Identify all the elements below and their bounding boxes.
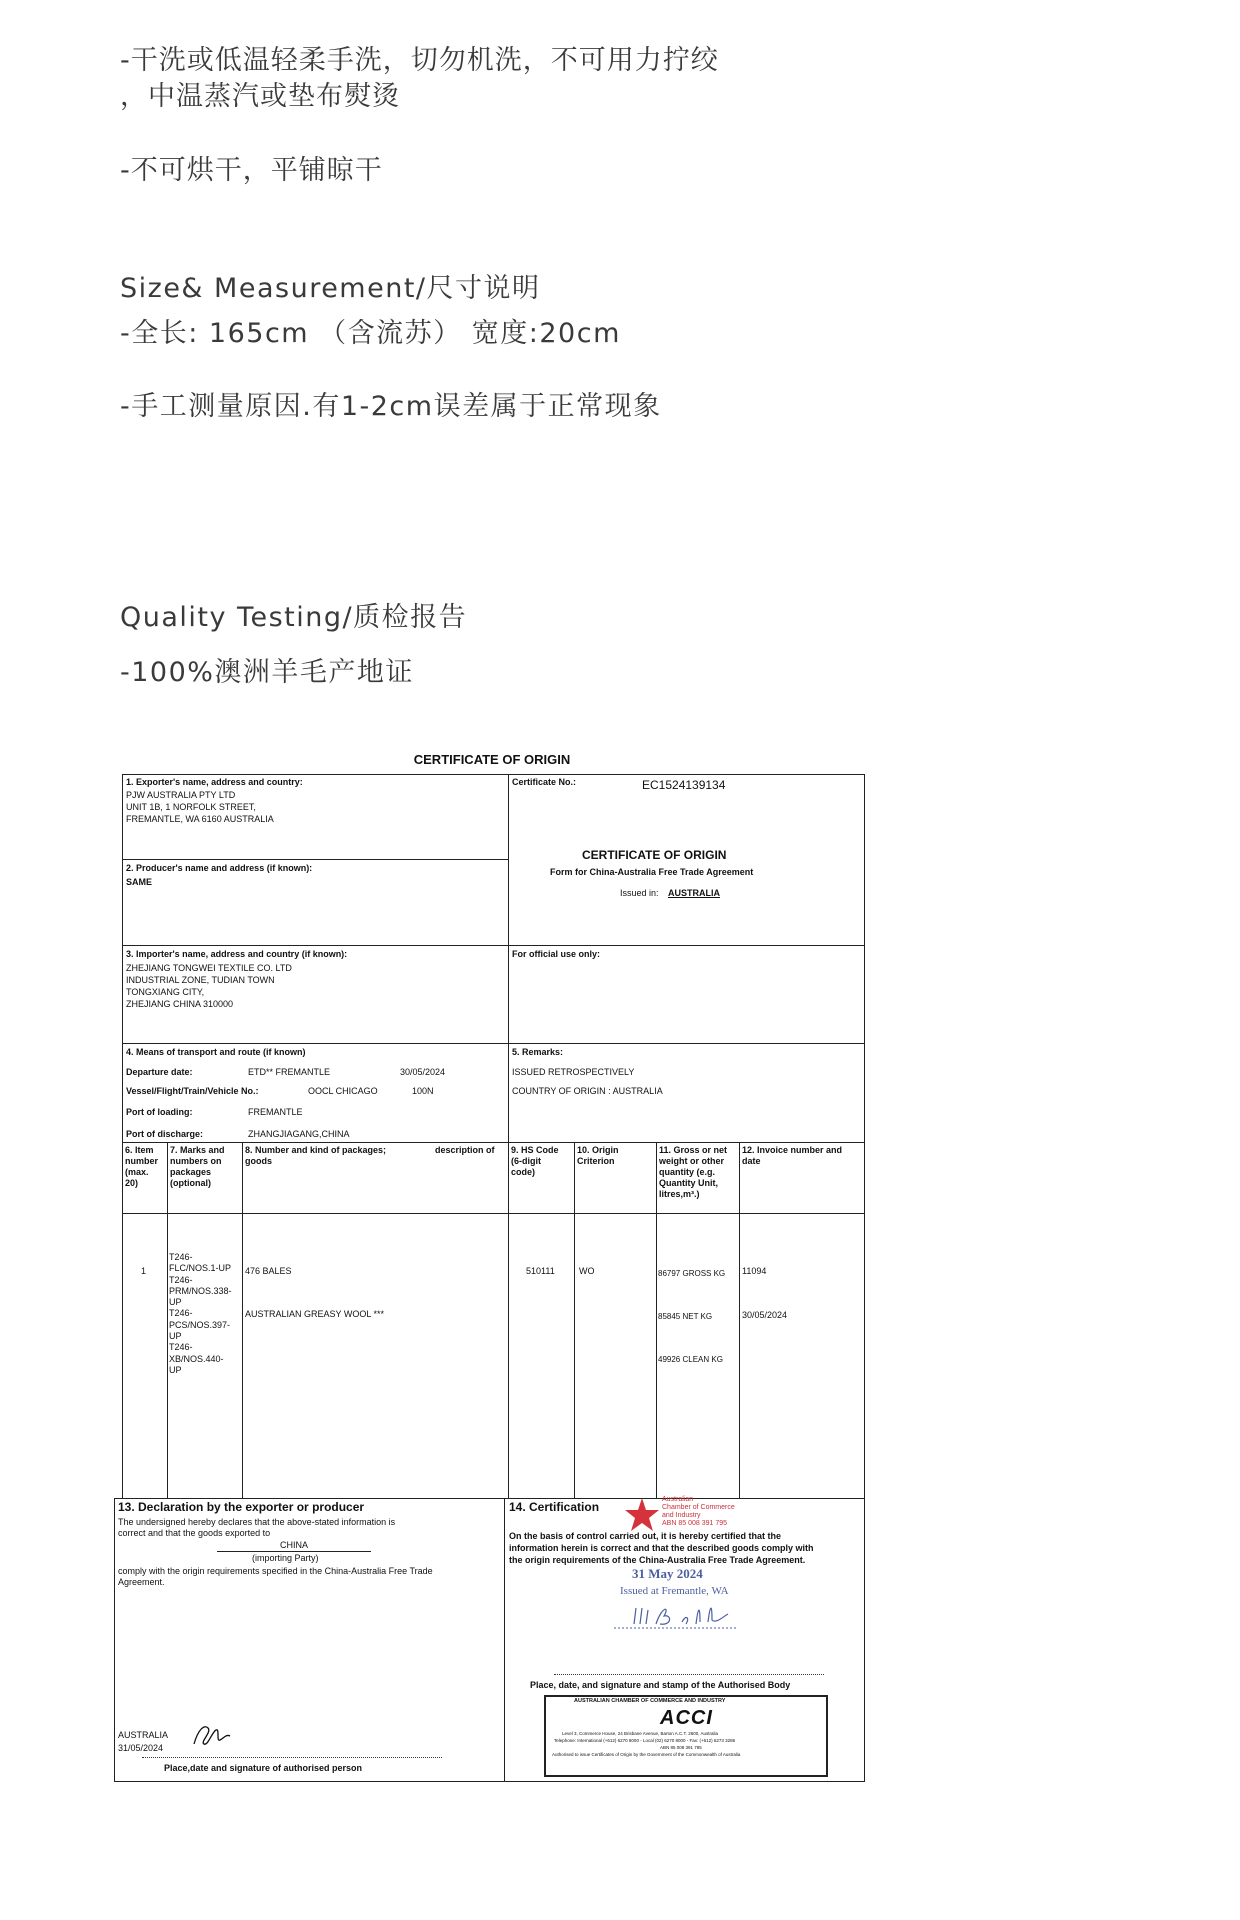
acci-line-3: ABN 85 008 391 795	[660, 1745, 702, 1750]
col11-h4: Quantity Unit,	[659, 1178, 718, 1188]
vessel-code: 100N	[412, 1086, 434, 1096]
issued-at: Issued at Fremantle, WA	[620, 1585, 729, 1597]
box5-label: 5. Remarks:	[512, 1047, 564, 1057]
care-instruction-2: ，中温蒸汽或垫布熨烫	[120, 81, 400, 112]
col11-h2: weight or other	[659, 1156, 724, 1166]
col11-h3: quantity (e.g.	[659, 1167, 715, 1177]
declaration-line-2: correct and that the goods exported to	[118, 1528, 271, 1538]
center-subtitle: Form for China-Australia Free Trade Agreement	[550, 867, 754, 877]
col9-h1: 9. HS Code	[511, 1145, 559, 1155]
size-heading: Size& Measurement/尺寸说明	[120, 273, 541, 304]
declaration-line-4: Agreement.	[118, 1577, 165, 1587]
loading-value: FREMANTLE	[248, 1107, 303, 1117]
certifier-signature-icon	[612, 1598, 740, 1632]
origin-criterion: WO	[579, 1266, 595, 1276]
producer: SAME	[126, 877, 153, 887]
certificate-frame-top	[122, 774, 865, 1499]
col7-h4: (optional)	[170, 1178, 211, 1188]
departure-date: 30/05/2024	[400, 1067, 446, 1077]
col10-h1: 10. Origin	[577, 1145, 619, 1155]
remark-1: ISSUED RETROSPECTIVELY	[512, 1067, 635, 1077]
loading-label: Port of loading:	[126, 1107, 193, 1117]
vessel-label: Vessel/Flight/Train/Vehicle No.:	[126, 1086, 259, 1096]
declaration-line-3: comply with the origin requirements specified in the China-Australia Free Trade	[118, 1566, 433, 1576]
certification-date: 31 May 2024	[632, 1566, 703, 1581]
issued-in-label: Issued in:	[620, 888, 659, 898]
exporter-line-3: FREMANTLE, WA 6160 AUSTRALIA	[126, 814, 274, 824]
size-length: -全长: 165cm （含流苏） 宽度:20cm	[120, 318, 621, 349]
care-instruction-1: -干洗或低温轻柔手洗，切勿机洗，不可用力拧绞	[120, 45, 719, 76]
hs-code: 510111	[526, 1266, 555, 1276]
discharge-value: ZHANGJIAGANG,CHINA	[248, 1129, 350, 1139]
box3-label: 3. Importer's name, address and country (if known):	[126, 949, 348, 959]
exporter-signature-icon	[190, 1720, 232, 1750]
declaration-country: CHINA	[217, 1540, 371, 1552]
chamber-star-icon	[623, 1496, 661, 1534]
col6-h4: 20)	[125, 1178, 139, 1188]
col6-h3: (max.	[125, 1167, 149, 1177]
acci-line-4: Authorised to issue Certificates of Origin by the Government of the Commonwealth of Australia	[552, 1752, 741, 1757]
certificate-of-origin	[112, 752, 872, 1782]
quality-line: -100%澳洲羊毛产地证	[120, 657, 414, 688]
declaration-party: (importing Party)	[252, 1553, 319, 1563]
certification-footer: Place, date, and signature and stamp of the Authorised Body	[530, 1680, 791, 1690]
vessel-value: OOCL CHICAGO	[308, 1086, 378, 1096]
box14-label: 14. Certification	[509, 1500, 600, 1514]
col10-h2: Criterion	[577, 1156, 615, 1166]
col11-h1: 11. Gross or net	[659, 1145, 728, 1155]
cert-no-label: Certificate No.:	[512, 777, 577, 787]
col11-h5: litres,m³.)	[659, 1189, 700, 1199]
importer-line-2: INDUSTRIAL ZONE, TUDIAN TOWN	[126, 975, 275, 985]
quality-heading: Quality Testing/质检报告	[120, 602, 468, 633]
acci-line-2: Telephone: International (+612) 6270 8000 - Local (02) 6270 8000 - Fax: (+612) 6273 3286	[554, 1738, 736, 1743]
acci-line-1: Level 3, Commerce House, 24 Brisbane Avenue, Barton A.C.T. 2600, Australia	[562, 1731, 719, 1736]
clean-weight: 49926 CLEAN KG	[658, 1355, 723, 1364]
box1-label: 1. Exporter's name, address and country:	[126, 777, 303, 787]
center-title: CERTIFICATE OF ORIGIN	[582, 848, 727, 862]
cert-no: EC1524139134	[642, 778, 726, 792]
col9-h2: (6-digit	[511, 1156, 541, 1166]
exporter-footer: Place,date and signature of authorised person	[164, 1763, 363, 1773]
invoice-date: 30/05/2024	[742, 1310, 788, 1320]
item-number: 1	[141, 1266, 147, 1276]
col12-h2: date	[742, 1156, 761, 1166]
importer-line-1: ZHEJIANG TONGWEI TEXTILE CO. LTD	[126, 963, 292, 973]
departure-label: Departure date:	[126, 1067, 193, 1077]
departure-value: ETD** FREMANTLE	[248, 1067, 331, 1077]
net-weight: 85845 NET KG	[658, 1312, 713, 1321]
col9-h3: code)	[511, 1167, 536, 1177]
importer-line-3: TONGXIANG CITY,	[126, 987, 205, 997]
importer-line-4: ZHEJIANG CHINA 310000	[126, 999, 234, 1009]
issued-in-country: AUSTRALIA	[668, 888, 720, 898]
exporter-line-1: PJW AUSTRALIA PTY LTD	[126, 790, 236, 800]
col8-h1: 8. Number and kind of packages;	[245, 1145, 387, 1155]
col7-h2: numbers on	[170, 1156, 222, 1166]
discharge-label: Port of discharge:	[126, 1129, 204, 1139]
marks-list: T246- FLC/NOS.1-UP T246- PRM/NOS.338- UP T246- PCS/NOS.397- UP T246- XB/NOS.440- UP	[169, 1252, 232, 1375]
exporter-place: AUSTRALIA	[118, 1730, 169, 1740]
col7-h3: packages	[170, 1167, 212, 1177]
certification-line-1: On the basis of control carried out, it is hereby certified that the	[509, 1531, 782, 1541]
stamp-organisation: Australian Chamber of Commerce and Industry ABN 85 008 391 795	[662, 1496, 735, 1527]
box4-label: 4. Means of transport and route (if known)	[126, 1047, 306, 1057]
col6-h1: 6. Item	[125, 1145, 154, 1155]
acci-header: AUSTRALIAN CHAMBER OF COMMERCE AND INDUSTRY	[574, 1698, 726, 1704]
invoice-number: 11094	[742, 1266, 767, 1276]
col12-h1: 12. Invoice number and	[742, 1145, 843, 1155]
certificate-title: CERTIFICATE OF ORIGIN	[413, 752, 571, 767]
col6-h2: number	[125, 1156, 159, 1166]
packages: 476 BALES	[245, 1266, 292, 1276]
remark-2: COUNTRY OF ORIGIN : AUSTRALIA	[512, 1086, 663, 1096]
official-use-label: For official use only:	[512, 949, 601, 959]
goods-description: AUSTRALIAN GREASY WOOL ***	[245, 1309, 385, 1319]
declaration-line-1: The undersigned hereby declares that the above-stated information is	[118, 1517, 396, 1527]
col7-h1: 7. Marks and	[170, 1145, 225, 1155]
care-instruction-3: -不可烘干，平铺晾干	[120, 155, 383, 186]
box2-label: 2. Producer's name and address (if known):	[126, 863, 313, 873]
box13-label: 13. Declaration by the exporter or producer	[118, 1500, 365, 1514]
col8-h2: description of	[435, 1145, 495, 1155]
exporter-date: 31/05/2024	[118, 1743, 164, 1753]
acci-logo: ACCI	[660, 1707, 713, 1729]
exporter-line-2: UNIT 1B, 1 NORFOLK STREET,	[126, 802, 256, 812]
col8-h3: goods	[245, 1156, 272, 1166]
size-note: -手工测量原因.有1-2cm误差属于正常现象	[120, 391, 662, 422]
certification-line-3: the origin requirements of the China-Australia Free Trade Agreement.	[509, 1555, 806, 1565]
gross-weight: 86797 GROSS KG	[658, 1269, 726, 1278]
certification-line-2: information herein is correct and that the described goods comply with	[509, 1543, 814, 1553]
